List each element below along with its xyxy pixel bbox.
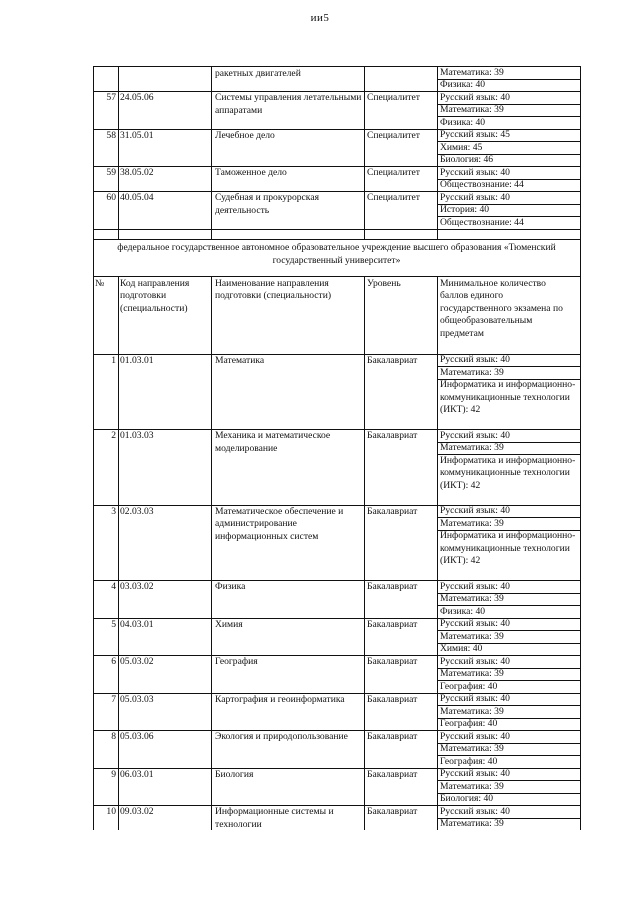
subject-score: Математика: 39: [440, 743, 504, 754]
subject-score: Математика: 39: [440, 630, 504, 642]
column-header-min-score: государственного экзамена по: [440, 302, 563, 314]
direction-name: моделирование: [215, 442, 278, 454]
row-number: 58: [106, 129, 116, 141]
subject-score: Русский язык: 40: [440, 768, 510, 779]
subject-score: Математика: 39: [440, 66, 504, 78]
direction-name: География: [215, 656, 258, 667]
subject-score: Химия: 40: [440, 643, 483, 654]
subject-score: Физика: 40: [440, 79, 486, 90]
row-number: 59: [106, 167, 116, 178]
direction-code: 09.03.02: [120, 806, 154, 817]
direction-name: Картография и геоинформатика: [215, 693, 345, 705]
education-level: Бакалавриат: [367, 731, 418, 742]
row-number: 57: [106, 92, 116, 103]
column-header-name: Наименование направления: [215, 277, 329, 289]
education-level: Бакалавриат: [367, 430, 418, 441]
subject-score: Русский язык: 40: [440, 805, 510, 817]
subject-score: Математика: 39: [440, 668, 504, 679]
row-number: 3: [111, 505, 116, 517]
subject-score: Математика: 39: [440, 366, 504, 378]
education-level: Бакалавриат: [367, 693, 418, 705]
direction-name: Биология: [215, 768, 254, 780]
row-number: 4: [111, 581, 116, 592]
subject-score: Русский язык: 40: [440, 166, 510, 178]
column-header-code: Код направления: [120, 277, 190, 289]
subject-score: Русский язык: 40: [440, 730, 510, 742]
column-divider: [118, 276, 119, 831]
direction-code: 05.03.03: [120, 693, 154, 705]
subject-score: коммуникационные технологии: [440, 467, 570, 478]
subject-score: (ИКТ): 42: [440, 479, 481, 491]
education-level: Бакалавриат: [367, 806, 418, 817]
table-right-border: [580, 239, 581, 276]
direction-name: Лечебное дело: [215, 129, 275, 141]
subject-score: Русский язык: 40: [440, 91, 510, 103]
subject-score: Математика: 39: [440, 705, 504, 717]
direction-name: Химия: [215, 618, 243, 630]
direction-code: 01.03.03: [120, 430, 154, 441]
table-left-border: [93, 239, 94, 276]
column-header-code: (специальности): [120, 302, 188, 314]
subject-score: Информатика и информационно-: [440, 454, 576, 466]
education-level: Бакалавриат: [367, 354, 418, 366]
row-divider: [93, 229, 581, 230]
direction-name: администрирование: [215, 518, 297, 529]
direction-name: Судебная и прокурорская: [215, 192, 319, 203]
subject-score: Физика: 40: [440, 116, 486, 128]
direction-name: информационных систем: [215, 530, 319, 542]
subject-score: Математика: 39: [440, 818, 504, 829]
column-divider: [437, 66, 438, 239]
subject-score: Математика: 39: [440, 104, 504, 115]
column-header-level: Уровень: [367, 277, 401, 289]
subject-score: Обществознание: 44: [440, 179, 524, 190]
education-level: Бакалавриат: [367, 768, 418, 780]
column-header-min-score: предметам: [440, 327, 484, 339]
education-level: Специалитет: [367, 92, 420, 103]
subject-score: Физика: 40: [440, 605, 486, 617]
direction-code: 24.05.06: [120, 92, 154, 103]
subject-score: Биология: 40: [440, 793, 494, 804]
table-left-border: [93, 66, 94, 239]
education-level: Бакалавриат: [367, 656, 418, 667]
subject-score: Информатика и информационно-: [440, 379, 576, 390]
table-top-border: [93, 66, 581, 67]
direction-code: 05.03.02: [120, 656, 154, 667]
subject-score: Русский язык: 40: [440, 354, 510, 365]
subject-score: Русский язык: 40: [440, 505, 510, 516]
direction-code: 40.05.04: [120, 192, 154, 203]
row-divider: [93, 239, 581, 240]
subject-score: География: 40: [440, 680, 498, 692]
direction-name: Экология и природопользование: [215, 731, 348, 742]
column-divider: [118, 66, 119, 239]
direction-code: 31.05.01: [120, 129, 154, 141]
direction-name: Информационные системы и: [215, 806, 334, 817]
direction-name: деятельность: [215, 204, 270, 216]
direction-code: 01.03.01: [120, 354, 154, 366]
row-divider: [93, 276, 581, 277]
subject-score: Русский язык: 40: [440, 655, 510, 667]
row-number: 5: [111, 618, 116, 630]
subject-score: Биология: 46: [440, 154, 494, 165]
subject-score: Обществознание: 44: [440, 216, 524, 228]
subject-score: Математика: 39: [440, 517, 504, 529]
education-level: Бакалавриат: [367, 505, 418, 517]
subject-score: Математика: 39: [440, 593, 504, 604]
subject-score: Русский язык: 40: [440, 693, 510, 704]
direction-code: 38.05.02: [120, 167, 154, 178]
direction-name: Физика: [215, 581, 246, 592]
direction-name: Математика: [215, 354, 265, 366]
row-number: 8: [111, 731, 116, 742]
subject-score: География: 40: [440, 718, 498, 729]
direction-name: Механика и математическое: [215, 430, 331, 441]
subject-score: Математика: 39: [440, 780, 504, 792]
subject-score: (ИКТ): 42: [440, 555, 481, 566]
column-divider: [437, 276, 438, 831]
direction-name: Системы управления летательными: [215, 92, 362, 103]
direction-name: технологии: [215, 818, 262, 830]
row-number: 10: [106, 806, 116, 817]
column-header-name: подготовки (специальности): [215, 290, 332, 301]
subject-score: История: 40: [440, 204, 490, 215]
education-level: Бакалавриат: [367, 581, 418, 592]
subject-score: Русский язык: 45: [440, 129, 510, 140]
row-number: 7: [111, 693, 116, 705]
subject-score: коммуникационные технологии: [440, 391, 570, 403]
subject-score: (ИКТ): 42: [440, 404, 481, 415]
column-divider: [364, 276, 365, 831]
row-number: 9: [111, 768, 116, 780]
subject-score: коммуникационные технологии: [440, 542, 570, 554]
row-number: 6: [111, 656, 116, 667]
subject-score: Русский язык: 40: [440, 429, 510, 441]
column-divider: [364, 66, 365, 239]
subject-score: Русский язык: 40: [440, 580, 510, 592]
education-level: Специалитет: [367, 129, 420, 141]
row-number: 60: [106, 192, 116, 203]
column-header-min-score: баллов единого: [440, 290, 504, 301]
column-header-code: подготовки: [120, 290, 167, 301]
row-number: 2: [111, 430, 116, 441]
column-header-min-score: общеобразовательным: [440, 315, 533, 326]
subject-score: Русский язык: 40: [440, 191, 510, 203]
direction-code: 04.03.01: [120, 618, 154, 630]
subject-score: Математика: 39: [440, 442, 504, 453]
direction-code: 02.03.03: [120, 505, 154, 517]
table-right-border: [580, 276, 581, 831]
column-divider: [211, 276, 212, 831]
column-header-min-score: Минимальное количество: [440, 277, 546, 289]
university-heading: федеральное государственное автономное образовательное учреждение высшего образования «Тюменский: [117, 241, 556, 253]
education-level: Бакалавриат: [367, 618, 418, 630]
direction-name: Математическое обеспечение и: [215, 505, 344, 517]
education-level: Специалитет: [367, 192, 420, 203]
university-heading: государственный университет»: [272, 255, 401, 266]
direction-code: 05.03.06: [120, 731, 154, 742]
education-level: Специалитет: [367, 167, 420, 178]
subject-score: Информатика и информационно-: [440, 530, 576, 541]
subject-score: География: 40: [440, 755, 498, 767]
table-left-border: [93, 276, 94, 831]
subject-score: Русский язык: 40: [440, 618, 510, 629]
column-divider: [211, 66, 212, 239]
direction-name: ракетных двигателей: [215, 68, 301, 79]
table-right-border: [580, 66, 581, 239]
page-number: ии5: [310, 12, 330, 24]
column-header-number: №: [95, 277, 105, 289]
direction-code: 06.03.01: [120, 768, 154, 780]
direction-name: аппаратами: [215, 104, 263, 116]
subject-score: Химия: 45: [440, 141, 483, 153]
direction-name: Таможенное дело: [215, 167, 287, 178]
row-number: 1: [111, 354, 116, 366]
direction-code: 03.03.02: [120, 581, 154, 592]
